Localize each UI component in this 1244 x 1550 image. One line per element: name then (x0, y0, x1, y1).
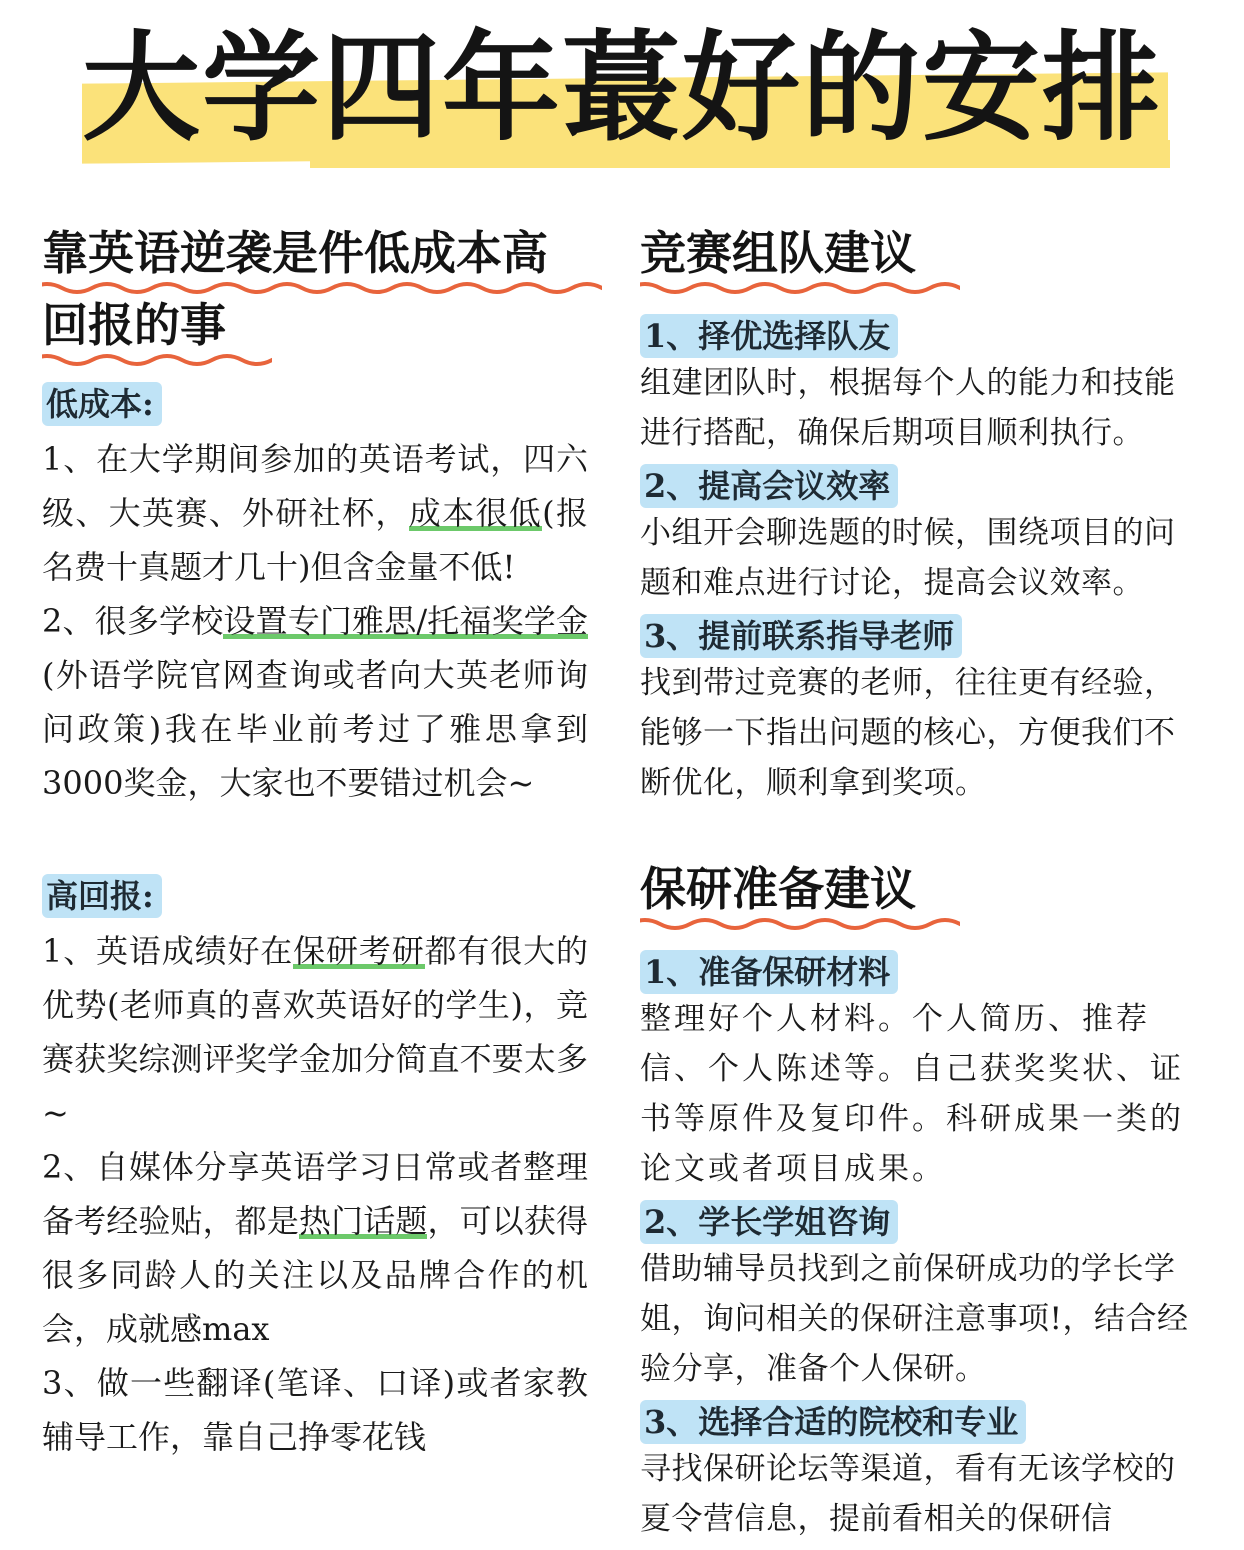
heading-line-1: 靠英语逆袭是件低成本高 (42, 226, 548, 280)
high-return-paragraph-3: 3、做一些翻译(笔译、口译)或者家教辅导工作，靠自己挣零花钱 (42, 1364, 588, 1456)
text-segment: (报名费十真题才几十)但含金量不低! (42, 494, 588, 586)
section-heading-english (42, 220, 588, 286)
title-banner (0, 0, 1244, 190)
postgrad-item-label: 3、选择合适的院校和专业 (640, 1400, 1026, 1444)
highlighted-text: 设置专门雅思/托福奖学金 (223, 602, 588, 640)
postgrad-item-1 (640, 950, 1206, 1194)
text-segment: ，可以获得很多同龄人的关注以及品牌合作的机会，成就感max (42, 1202, 588, 1348)
competition-item-text: 组建团队时，根据每个人的能力和技能进行搭配，确保后期项目顺利执行。 (640, 365, 1176, 451)
competition-item-label: 3、提前联系指导老师 (640, 614, 962, 658)
text-segment: 1、在大学期间参加的英语考试，四六级、大英赛、外研社杯， (42, 440, 588, 532)
competition-item-1 (640, 314, 1206, 458)
left-column (42, 220, 588, 1464)
competition-item-2 (640, 464, 1206, 608)
postgrad-item-3 (640, 1400, 1206, 1544)
highlighted-text: 保研考研 (293, 932, 425, 970)
text-segment: (外语学院官网查询或者向大英老师询问政策)我在毕业前考过了雅思拿到3000奖金，大家也不要错过机会~ (42, 656, 588, 802)
section-heading-postgrad: 保研准备建议 (640, 862, 916, 916)
competition-item-label: 1、择优选择队友 (640, 314, 898, 358)
postgrad-item-text: 整理好个人材料。个人简历、推荐信、个人陈述等。自己获奖奖状、证书等原件及复印件。科研成果一类的论文或者项目成果。 (640, 1001, 1184, 1187)
text-segment: 都有很大的优势(老师真的喜欢英语好的学生)，竞赛获奖综测评奖学金加分简直不要太多~ (42, 932, 588, 1132)
heading-line-2: 回报的事 (42, 298, 226, 352)
highlighted-text: 热门话题 (298, 1202, 428, 1240)
high-return-paragraph-2 (42, 1140, 588, 1356)
low-cost-block (42, 382, 588, 810)
page-title: 大学四年蕞好的安排 (81, 19, 1162, 157)
high-return-block (42, 874, 588, 1464)
highlighted-text: 成本很低 (408, 494, 543, 532)
competition-item-label: 2、提高会议效率 (640, 464, 898, 508)
postgrad-item-label: 1、准备保研材料 (640, 950, 898, 994)
text-segment: 2、很多学校 (42, 602, 224, 640)
section-heading-english-line2 (42, 292, 588, 358)
text-segment: 2、自媒体分享英语学习日常或者整理备考经验贴，都是 (42, 1148, 588, 1240)
postgrad-item-text: 寻找保研论坛等渠道，看有无该学校的夏令营信息，提前看相关的保研信 (640, 1451, 1176, 1537)
high-return-label: 高回报: (42, 874, 162, 918)
competition-item-text: 小组开会聊选题的时候，围绕项目的问题和难点进行讨论，提高会议效率。 (640, 515, 1176, 601)
low-cost-paragraph-1 (42, 432, 588, 594)
low-cost-paragraph-2 (42, 594, 588, 810)
competition-item-text: 找到带过竞赛的老师，往往更有经验，能够一下指出问题的核心，方便我们不断优化，顺利拿到奖项。 (640, 665, 1176, 801)
postgrad-item-text: 借助辅导员找到之前保研成功的学长学姐，询问相关的保研注意事项!，结合经验分享，准备个人保研。 (640, 1251, 1189, 1387)
postgrad-item-2 (640, 1200, 1206, 1394)
high-return-paragraph-1 (42, 924, 588, 1140)
text-segment: 1、英语成绩好在 (42, 932, 294, 970)
section-heading-competition: 竞赛组队建议 (640, 226, 916, 280)
low-cost-label: 低成本: (42, 382, 162, 426)
competition-item-3 (640, 614, 1206, 808)
right-column (640, 220, 1206, 1550)
postgrad-item-label: 2、学长学姐咨询 (640, 1200, 898, 1244)
